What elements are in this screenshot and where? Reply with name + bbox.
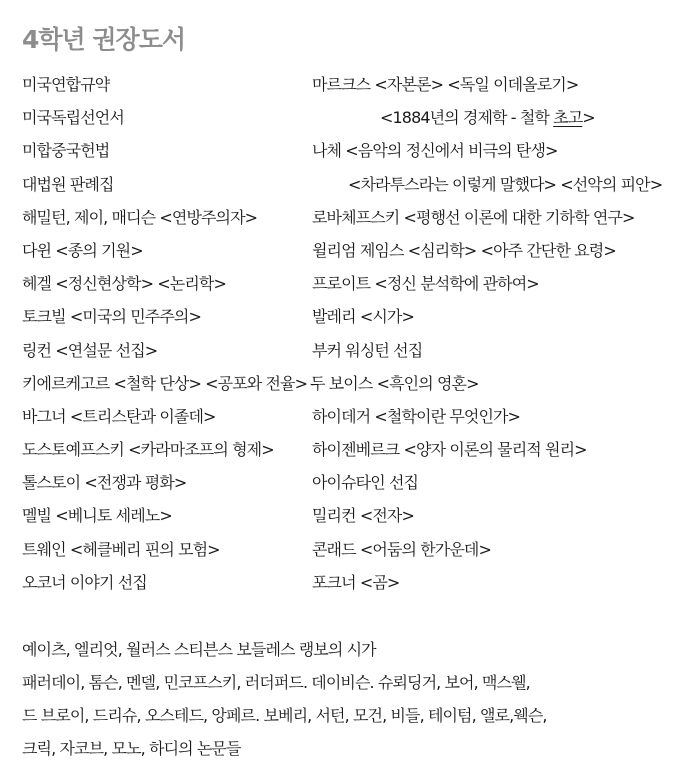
list-item: 톨스토이 <전쟁과 평화> (22, 473, 187, 493)
page-title: 4학년 권장도서 (22, 25, 185, 54)
underlined-text: 초고 (553, 108, 583, 128)
additional-readings (22, 637, 547, 769)
list-item: 다윈 <종의 기원> (22, 240, 143, 260)
list-item: 미국연합규약 (22, 75, 110, 94)
list-item-marx: 마르크스 <자본론> <독일 이데올로기> (312, 75, 579, 94)
list-item-nietzsche: 나체 <음악의 정신에서 비극의 탄생> (312, 141, 558, 161)
list-item: 대법원 판례집 (22, 174, 114, 194)
list-item: 두 보이스 <흑인의 영혼> (310, 373, 479, 393)
list-item: 도스토예프스키 <카라마조프의 형제> (22, 440, 274, 460)
footer-line: 크릭, 자코브, 모노, 하디의 논문들 (22, 739, 241, 758)
list-item: 콘래드 <어둠의 한가운데> (312, 539, 491, 559)
footer-line: 예이츠, 엘리엇, 월러스 스티븐스 보들레스 랭보의 시가 (22, 640, 376, 659)
left-book-list (22, 72, 307, 603)
list-item: 아이슈타인 선집 (312, 473, 419, 493)
list-item: 헤겔 <정신현상학> <논리학> (22, 274, 226, 294)
list-item-marx-continued (312, 105, 662, 138)
list-item: 프로이트 <정신 분석학에 관하여> (312, 274, 539, 294)
list-item: 해밀턴, 제이, 매디슨 <연방주의자> (22, 207, 258, 227)
list-item: 하이데거 <철학이란 무엇인가> (312, 406, 521, 426)
list-item: 오코너 이야기 선집 (22, 572, 147, 592)
marx-continued-text: <1884년의 경제학 - 철학 (380, 108, 554, 128)
list-item: 링컨 <연설문 선집> (22, 340, 158, 360)
list-item: 발레리 <시가> (312, 307, 414, 327)
list-item: 윌리엄 제임스 <심리학> <아주 간단한 요령> (312, 240, 616, 260)
right-book-list (312, 72, 662, 603)
footer-line: 드 브로이, 드리슈, 오스테드, 앙페르. 보베리, 서턴, 모건, 비들, 테이텀, 앨로,웩슨, (22, 706, 547, 725)
list-item: 밀리컨 <전자> (312, 506, 414, 526)
list-item: 바그너 <트리스탄과 이졸데> (22, 406, 216, 426)
list-item: 트웨인 <헤클베리 핀의 모험> (22, 539, 220, 559)
list-item: 멜빌 <베니토 세레노> (22, 506, 172, 526)
list-item: 미합중국헌법 (22, 141, 110, 161)
marx-continued-close: > (582, 108, 595, 128)
list-item-nietzsche-continued: <차라투스라는 이렇게 말했다> <선악의 피안> (348, 174, 663, 194)
list-item: 포크너 <곰> (312, 572, 400, 592)
list-item: 미국독립선언서 (22, 108, 124, 128)
footer-line: 패러데이, 톰슨, 멘델, 민코프스키, 러더퍼드. 데이비슨. 슈뢰딩거, 보어, 맥스웰, (22, 673, 530, 692)
list-item: 하이젠베르크 <양자 이론의 물리적 원리> (312, 440, 587, 460)
list-item: 키에르케고르 <철학 단상> <공포와 전율> (22, 373, 308, 393)
list-item: 로바체프스키 <평행선 이론에 대한 기하학 연구> (312, 207, 635, 227)
list-item: 부커 워싱턴 선집 (312, 340, 423, 360)
list-item: 토크빌 <미국의 민주주의> (22, 307, 201, 327)
